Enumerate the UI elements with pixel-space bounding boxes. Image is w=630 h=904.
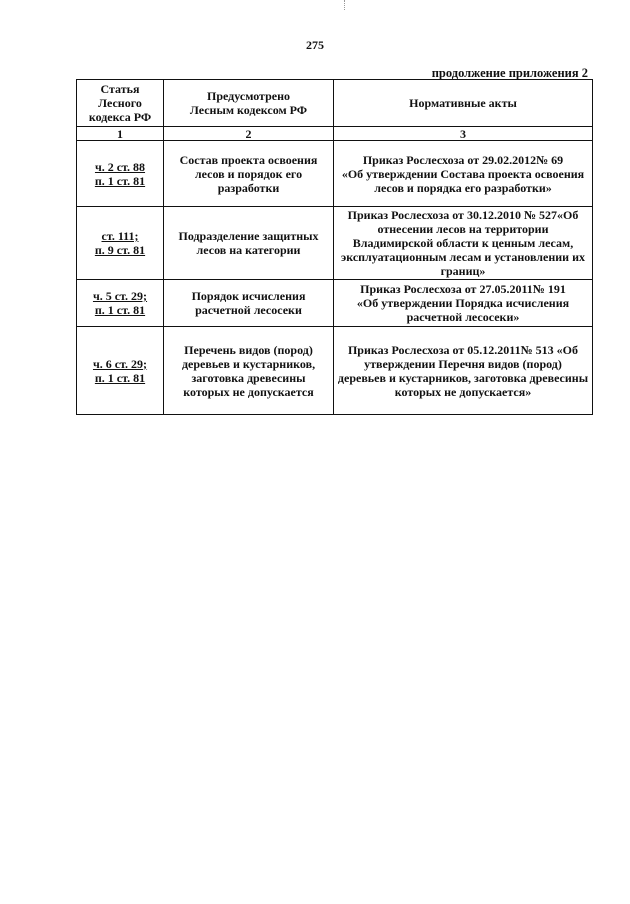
provision-cell: Подразделение защитных лесов на категории	[164, 207, 334, 280]
provision-cell: Состав проекта освоения лесов и порядок его разработки	[164, 141, 334, 207]
act-cell: Приказ Рослесхоза от 05.12.2011№ 513 «Об утверждении Перечня видов (пород) деревьев и кустарников, заготовка древесины которых не допускается»	[334, 327, 593, 415]
act-cell: Приказ Рослесхоза от 27.05.2011№ 191 «Об утверждении Порядка исчисления расчетной лесосеки»	[334, 280, 593, 327]
continuation-label: продолжение приложения 2	[431, 66, 588, 80]
header-provision: Предусмотрено Лесным кодексом РФ	[164, 80, 334, 127]
column-number: 1	[77, 127, 164, 141]
scan-mark	[344, 0, 346, 10]
column-number-row	[77, 127, 593, 141]
normative-acts-table	[76, 79, 593, 415]
article-reference: ч. 5 ст. 29; п. 1 ст. 81	[77, 280, 164, 327]
table-row	[77, 207, 593, 280]
article-reference: ст. 111; п. 9 ст. 81	[77, 207, 164, 280]
provision-cell: Порядок исчисления расчетной лесосеки	[164, 280, 334, 327]
table-row	[77, 280, 593, 327]
table-header-row	[77, 80, 593, 127]
header-article: Статья Лесного кодекса РФ	[77, 80, 164, 127]
act-cell: Приказ Рослесхоза от 29.02.2012№ 69 «Об утверждении Состава проекта освоения лесов и порядка его разработки»	[334, 141, 593, 207]
column-number: 2	[164, 127, 334, 141]
page-number: 275	[306, 38, 324, 52]
provision-cell: Перечень видов (пород) деревьев и кустарников, заготовка древесины которых не допускается	[164, 327, 334, 415]
article-reference: ч. 2 ст. 88 п. 1 ст. 81	[77, 141, 164, 207]
column-number: 3	[334, 127, 593, 141]
act-cell: Приказ Рослесхоза от 30.12.2010 № 527«Об отнесении лесов на территории Владимирской области к ценным лесам, эксплуатационным лесам и установлении их границ»	[334, 207, 593, 280]
table-row	[77, 141, 593, 207]
article-reference: ч. 6 ст. 29; п. 1 ст. 81	[77, 327, 164, 415]
table-row	[77, 327, 593, 415]
header-acts: Нормативные акты	[334, 80, 593, 127]
